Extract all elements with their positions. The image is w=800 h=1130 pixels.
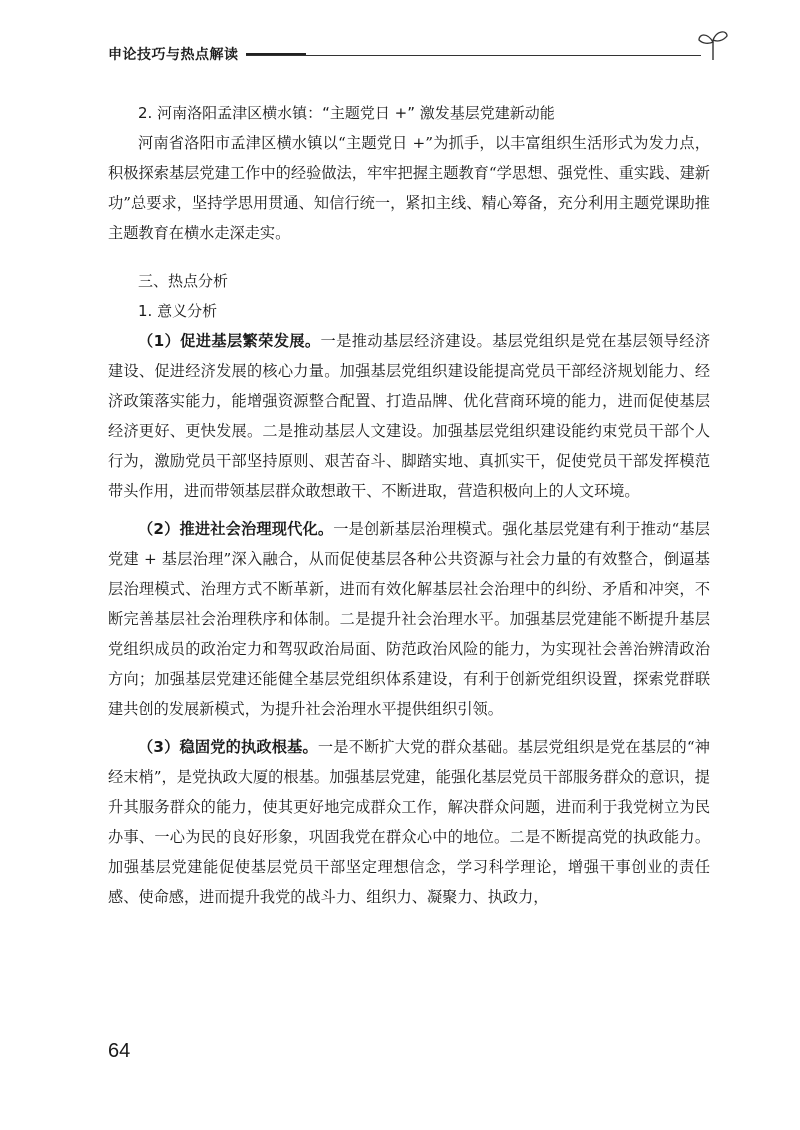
sprout-icon — [693, 26, 733, 66]
point-paragraph-1 — [108, 326, 710, 506]
point-lead-1: （1）促进基层繁荣发展。 — [138, 332, 321, 350]
point-text-1: 一是推动基层经济建设。基层党组织是党在基层领导经济建设、促进经济发展的核心力量。加强基层党组织建设能提高党员干部经济规划能力、经济政策落实能力，能增强资源整合配置、打造品牌、优化营商环境的能力，进而促使基层经济更好、更快发展。二是推动基层人文建设。加强基层党组织建设能约束党员干部个人行为，激励党员干部坚持原则、艰苦奋斗、脚踏实地、真抓实干，促使党员干部发挥模范带头作用，进而带领基层群众敢想敢干、不断进取，营造积极向上的人文环境。 — [108, 332, 711, 500]
section2-paragraph: 河南省洛阳市孟津区横水镇以“主题党日 +”为抓手，以丰富组织生活形式为发力点，积极探索基层党建工作中的经验做法，牢牢把握主题教育“学思想、强党性、重实践、建新功”总要求，坚持学思用贯通、知信行统一，紧扣主线、精心筹备，充分利用主题党课助推主题教育在横水走深走实。 — [108, 134, 710, 242]
point-paragraph-2 — [108, 514, 710, 724]
page-body — [108, 98, 710, 912]
point-text-2: 一是创新基层治理模式。强化基层党建有利于推动“基层党建 + 基层治理”深入融合，从而促使基层各种公共资源与社会力量的有效整合，倒逼基层治理模式、治理方式不断革新，进而有效化解基层社会治理中的纠纷、矛盾和冲突，不断完善基层社会治理秩序和体制。二是提升社会治理水平。加强基层党建能不断提升基层党组织成员的政治定力和驾驭政治局面、防范政治风险的能力，为实现社会善治辨清政治方向；加强基层党建还能健全基层党组织体系建设，有利于创新党组织设置，探索党群联建共创的发展新模式，为提升社会治理水平提供组织引领。 — [108, 520, 710, 718]
running-header-title: 申论技巧与热点解读 — [108, 47, 239, 63]
running-header — [108, 40, 728, 80]
section2-heading: 2. 河南洛阳孟津区横水镇：“主题党日 +” 激发基层党建新动能 — [138, 104, 555, 122]
point-lead-2: （2）推进社会治理现代化。 — [138, 520, 334, 538]
page-number: 64 — [108, 1040, 131, 1062]
point-paragraph-3 — [108, 732, 710, 912]
section3-heading: 三、热点分析 — [138, 272, 229, 290]
point-text-3: 一是不断扩大党的群众基础。基层党组织是党在基层的“神经末梢”，是党执政大厦的根基。加强基层党建，能强化基层党员干部服务群众的意识，提升其服务群众的能力，使其更好地完成群众工作，解决群众问题，进而利于我党树立为民办事、一心为民的良好形象，巩固我党在群众心中的地位。二是不断提高党的执政能力。加强基层党建能促使基层党员干部坚定理想信念，学习科学理论，增强干事创业的责任感、使命感，进而提升我党的战斗力、组织力、凝聚力、执政力， — [108, 738, 710, 906]
header-rule — [246, 55, 701, 56]
subsection1-heading: 1. 意义分析 — [138, 302, 218, 320]
point-lead-3: （3）稳固党的执政根基。 — [138, 738, 318, 756]
